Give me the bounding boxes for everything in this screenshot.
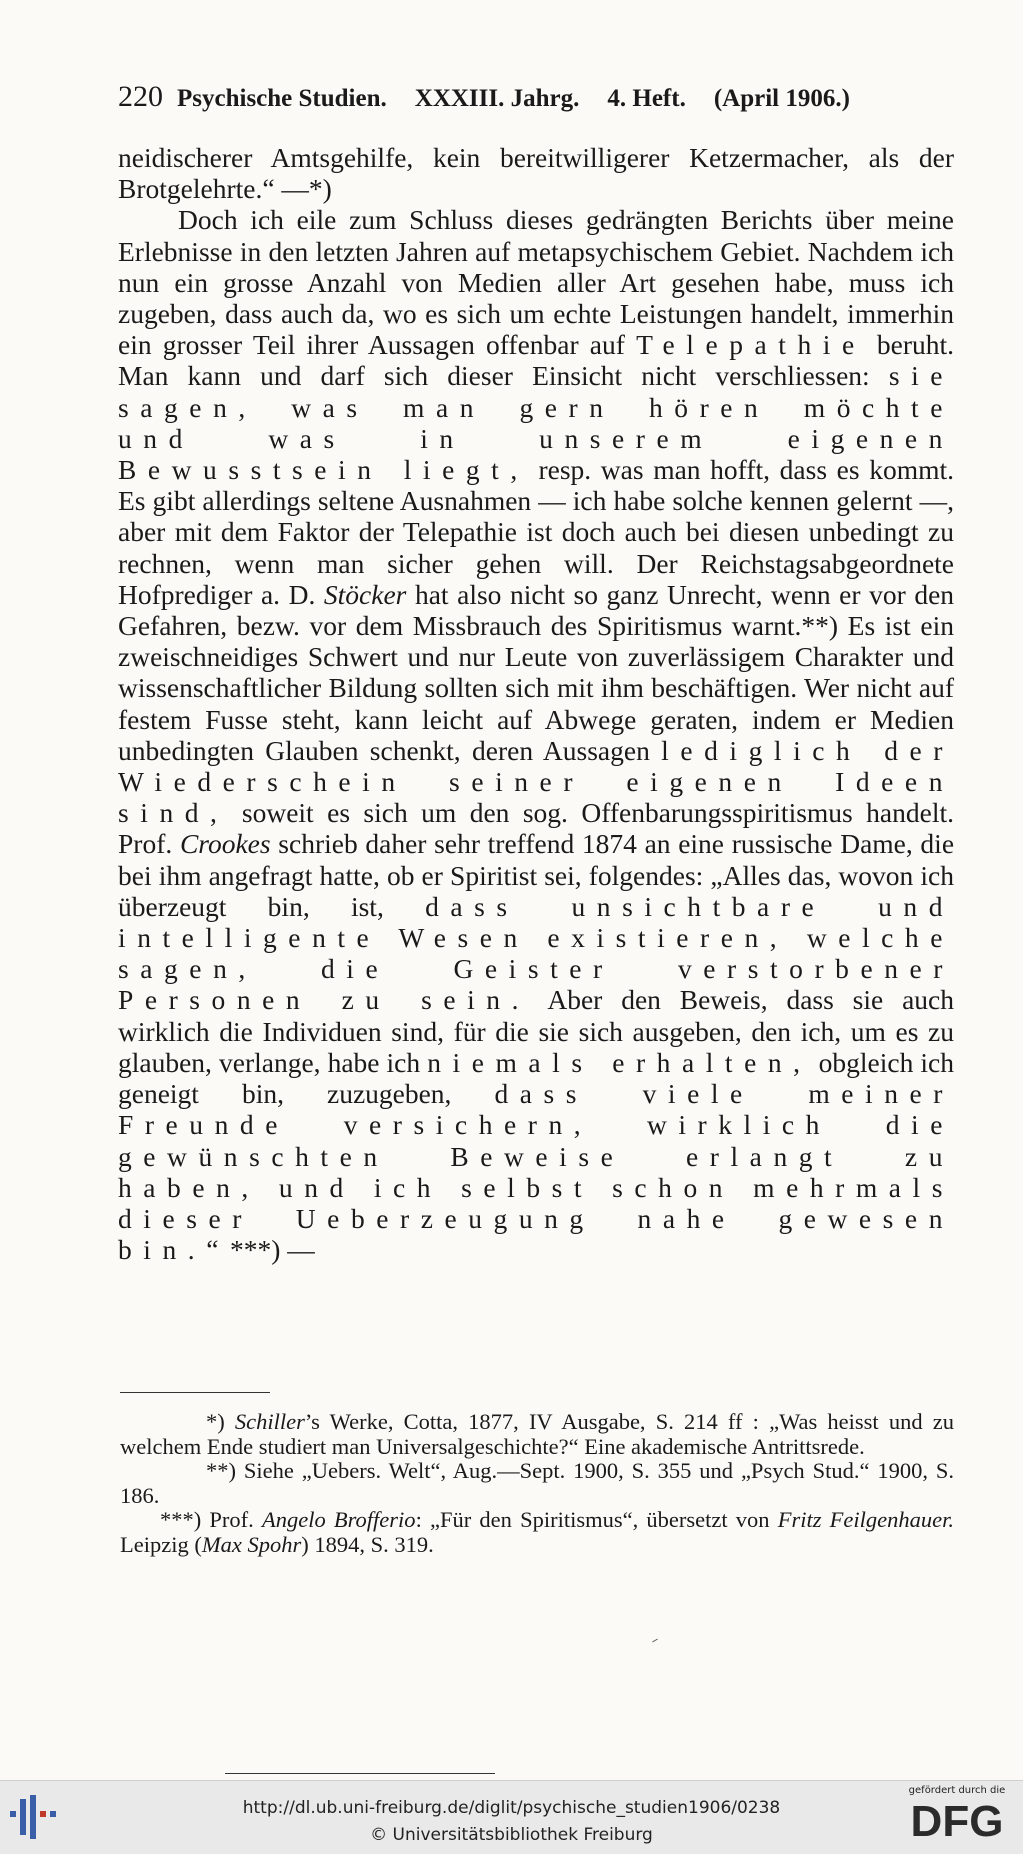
spaced-emphasis: niemals erhalten, [427, 1046, 812, 1078]
dfg-wordmark-text: DFG [910, 1797, 1004, 1844]
text-run: soweit es sich um den sog. Offenbarungsspiritismus handelt. Prof. [118, 797, 954, 860]
footnote-author: Angelo Brofferio [261, 1507, 416, 1533]
paragraph-1: neidischerer Amtsgehilfe, kein bereitwilligerer Ketzermacher, als der Brotgelehrte.“ —*) [118, 142, 954, 205]
running-header [118, 80, 948, 114]
person-name: Crookes [179, 828, 271, 860]
spaced-emphasis: lediglich der Wiederschein seiner eigenen Ideen sind, [118, 734, 954, 829]
spaced-emphasis: dass unsichtbare und intelligente Wesen existieren, welche sagen, die Geister verstorbener Personen zu sein. [118, 890, 954, 1016]
spaced-emphasis: sie sagen, was man gern hören möchte und was in unserem eigenen Bewusstsein liegt, [118, 360, 955, 486]
volume-label: XXXIII. Jahrg. [414, 85, 580, 112]
text-run: obgleich ich geneigt bin, zuzugeben, [118, 1046, 955, 1110]
page-number: 220 [118, 80, 163, 113]
footnote-text: ’s Werke, Cotta, 1877, IV Ausgabe, S. 214 ff : „Was heisst und zu welchem Ende studiert man Universalgeschichte?“ Eine akademische Antrittsrede. [120, 1409, 954, 1459]
spaced-emphasis: Telepathie [636, 329, 866, 361]
issue-date: (April 1906.) [713, 85, 850, 112]
text-run: ***) — [229, 1234, 315, 1266]
issue-label: 4. Heft. [607, 85, 686, 112]
footnote-text: : „Für den Spiritismus“, übersetzt von [415, 1507, 770, 1533]
footnote-translator: Fritz Feilgenhauer. [777, 1507, 954, 1533]
page-url-link[interactable]: http://dl.ub.uni-freiburg.de/diglit/psychische_studien1906/0238 [242, 1798, 781, 1818]
paragraph-2 [118, 204, 954, 1265]
text-run: resp. was man hofft, dass es kommt. Es gibt allerdings seltene Ausnahmen — ich habe solche kennen gelernt —, aber mit dem Faktor der Telepathie ist doch auch bei diesen unbedingt zu rechnen, wenn man sicher gehen will. Der Reichstagsabgeordnete Hofprediger a. D. [118, 454, 955, 610]
bottom-rule [225, 1773, 495, 1774]
text-run: hat also nicht so ganz Unrecht, wenn er vor den Gefahren, bezw. vor dem Missbrauch des Spiritismus warnt.**) Es ist ein zweischneidiges Schwert und nur Leute von zuverlässigem Charakter und wissenschaftlicher Bildung sollten sich mit ihm beschäftigen. Wer nicht auf festem Fusse steht, kann leicht auf Abwege geraten, indem er Medien unbedingten Glauben schenkt, deren Aussagen [118, 578, 955, 766]
dfg-caption: gefördert durch die [908, 1785, 1006, 1796]
viewer-footer [0, 1780, 1023, 1854]
footnote-1 [120, 1410, 954, 1459]
dfg-logo[interactable] [898, 1785, 1016, 1849]
body-text [118, 142, 954, 1265]
text-run: Doch ich eile zum Schluss dieses gedrängten Berichts über meine Erlebnisse in den letzten Jahren auf metapsychischem Gebiet. Nachdem ich nun ein grosse Anzahl von Medien aller Art gesehen habe, muss ich zugeben, dass auch da, wo es sich um echte Leistungen handelt, immerhin ein grosser Teil ihrer Aussagen offenbar auf [118, 204, 954, 361]
footnote-marker: ***) Prof. [160, 1507, 254, 1533]
footnote-publisher: Max Spohr [201, 1531, 302, 1557]
footnote-divider [120, 1392, 270, 1393]
person-name: Stöcker [323, 578, 407, 610]
text-run: beruht. Man kann und darf sich dieser Einsicht nicht verschliessen: [118, 329, 955, 392]
dfg-wordmark-icon [898, 1796, 1016, 1844]
text-run: Aber den Beweis, dass sie auch wirklich die Individuen sind, für die sie sich ausgeben, den ich, um es zu glauben, verlange, habe ich [118, 984, 954, 1078]
footnote-marker: *) [206, 1409, 225, 1434]
footnote-name: Schiller [234, 1409, 305, 1434]
footnote-text: Leipzig ( [120, 1531, 202, 1557]
footnotes [120, 1410, 954, 1558]
scan-speck [652, 1639, 658, 1643]
text-run: schrieb daher sehr treffend 1874 an eine russische Dame, die bei ihm angefragt hatte, ob er Spiritist sei, folgendes: „Alles das, wovon ich überzeugt bin, ist, [118, 828, 955, 922]
journal-title: Psychische Studien. [177, 85, 387, 112]
spaced-emphasis: dass viele meiner Freunde versichern, wirklich die gewünschten Beweise erlangt zu haben, und ich selbst schon mehrmals dieser Ueberzeugung nahe gewesen bin.“ [118, 1078, 954, 1266]
footnote-2: **) Siehe „Uebers. Welt“, Aug.—Sept. 1900, S. 355 und „Psych Stud.“ 1900, S. 186. [120, 1458, 954, 1508]
footnote-text: ) 1894, S. 319. [301, 1531, 434, 1557]
copyright-notice: © Universitätsbibliothek Freiburg [370, 1825, 653, 1845]
footnote-3 [120, 1508, 954, 1557]
